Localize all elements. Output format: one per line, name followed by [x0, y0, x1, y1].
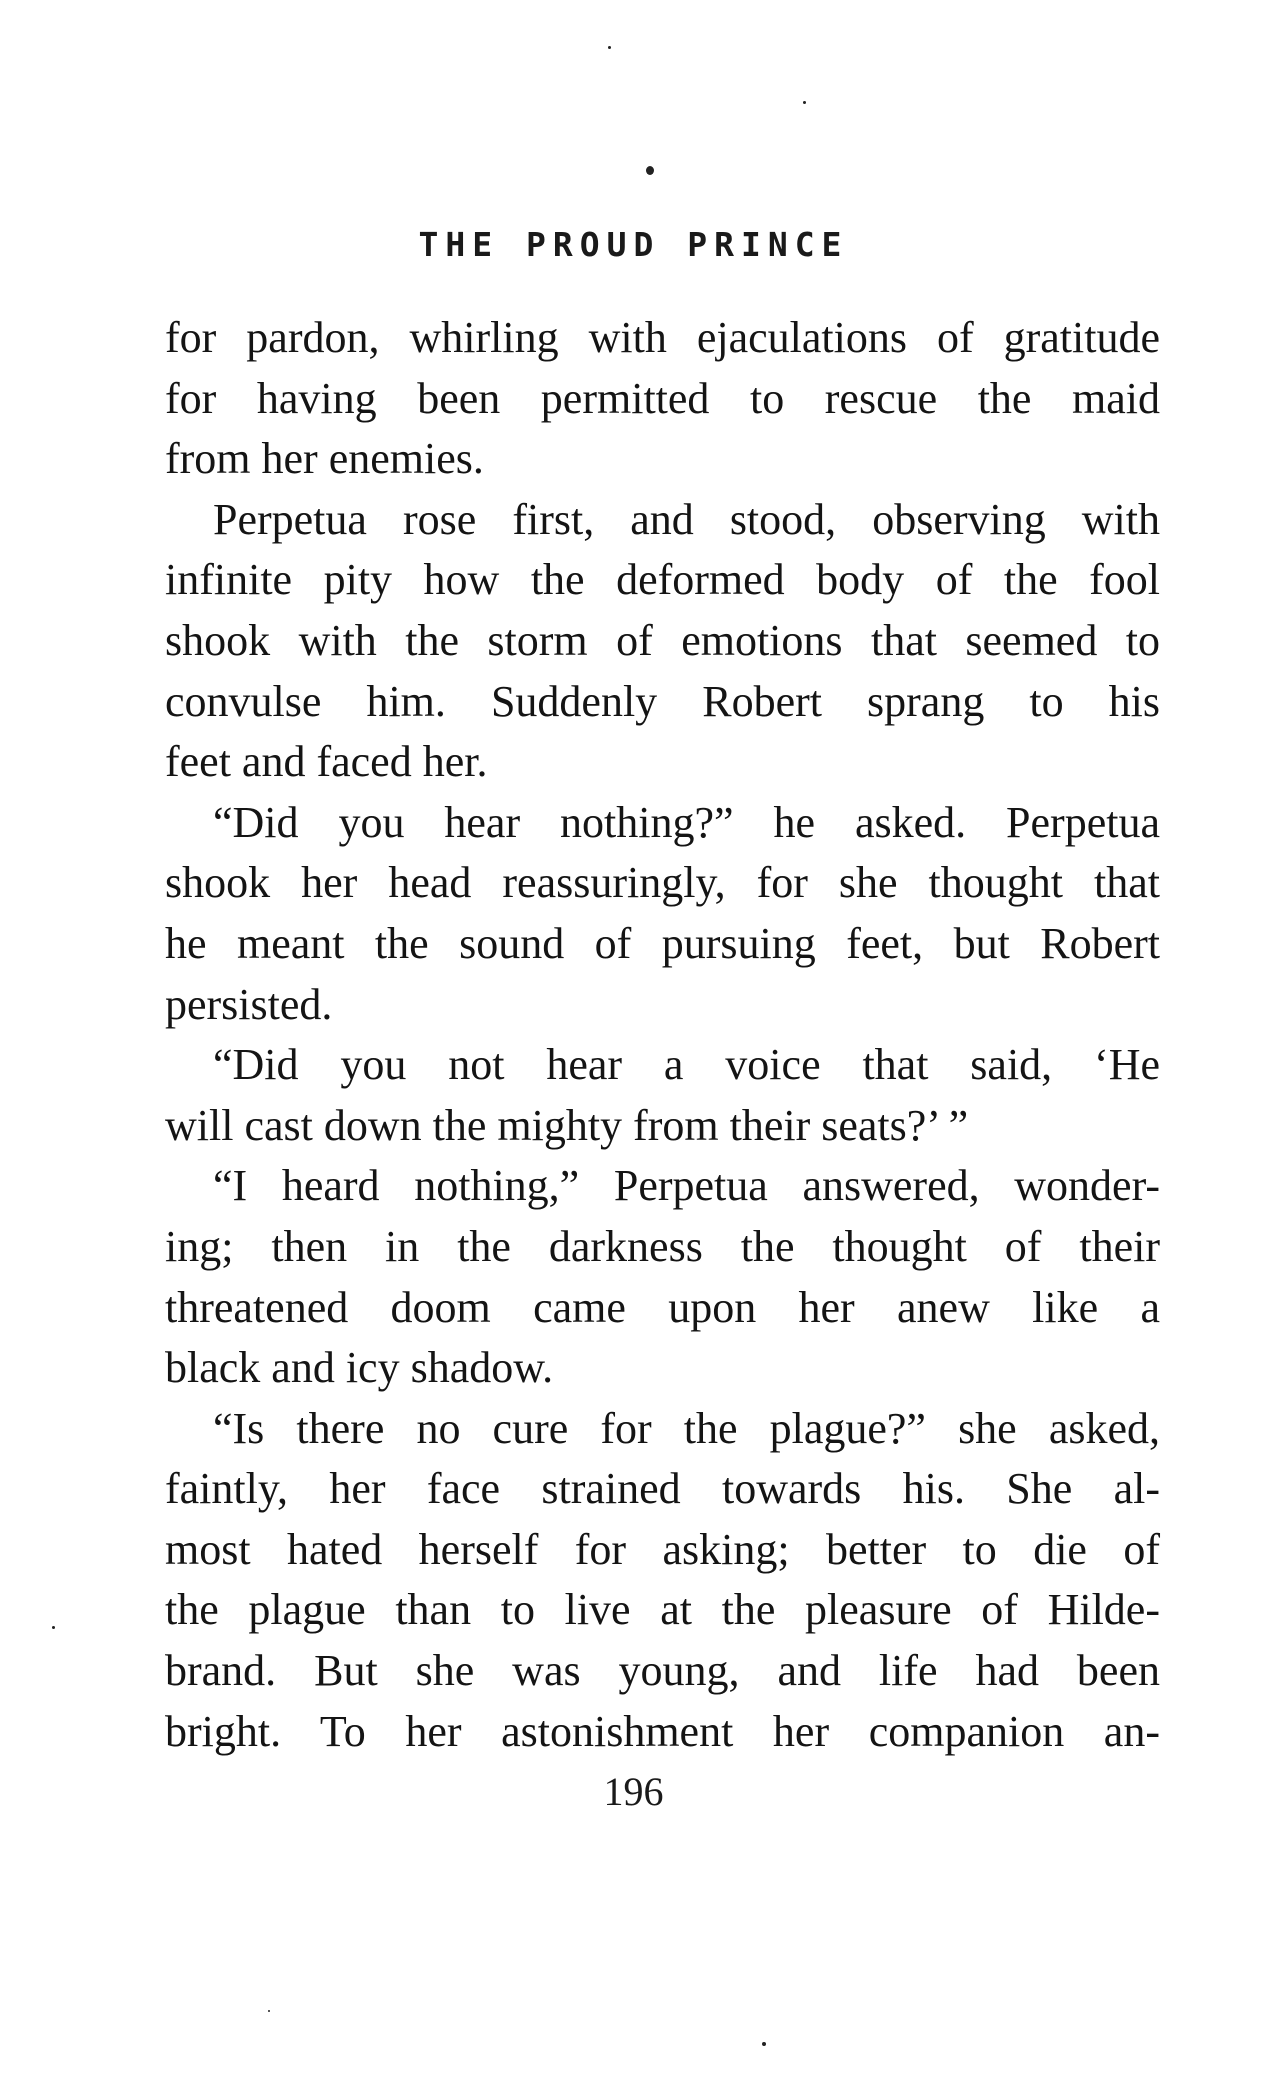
paragraph: [165, 490, 1160, 793]
text-line: will cast down the mighty from their seats?’ ”: [165, 1100, 969, 1150]
text-line: “Did you not hear a voice that said, ‘He: [213, 1040, 1160, 1090]
text-line: brand. But she was young, and life had been: [165, 1646, 1160, 1696]
text-line: most hated herself for asking; better to die of: [165, 1524, 1160, 1574]
text-line: Perpetua rose first, and stood, observing with: [213, 494, 1160, 544]
text-line: for having been permitted to rescue the maid: [165, 373, 1160, 423]
paragraph: [165, 308, 1160, 490]
text-line: faintly, her face strained towards his. She al-: [165, 1464, 1160, 1514]
text-line: ing; then in the darkness the thought of their: [165, 1221, 1160, 1271]
text-line: infinite pity how the deformed body of the fool: [165, 555, 1160, 605]
text-line: “I heard nothing,” Perpetua answered, wonder-: [213, 1161, 1160, 1211]
paragraph: [165, 1399, 1160, 1763]
scan-speck: [608, 46, 611, 49]
text-line: persisted.: [165, 979, 333, 1029]
paragraph: [165, 1156, 1160, 1398]
text-line: feet and faced her.: [165, 737, 488, 787]
text-line: the plague than to live at the pleasure of Hilde-: [165, 1585, 1160, 1635]
text-line: threatened doom came upon her anew like a: [165, 1282, 1160, 1332]
running-head: THE PROUD PRINCE: [418, 225, 849, 264]
paragraph: [165, 1035, 1160, 1156]
text-line: for pardon, whirling with ejaculations of gratitude: [165, 313, 1160, 362]
body-text: [165, 308, 1160, 1762]
text-line: shook with the storm of emotions that seemed to: [165, 615, 1160, 665]
text-line: “Is there no cure for the plague?” she asked,: [213, 1403, 1160, 1453]
text-line: bright. To her astonishment her companion an-: [165, 1706, 1160, 1756]
paragraph: [165, 793, 1160, 1035]
scan-speck: [268, 2010, 270, 2012]
text-line: “Did you hear nothing?” he asked. Perpetua: [213, 797, 1160, 847]
scan-speck: [646, 166, 654, 175]
text-line: convulse him. Suddenly Robert sprang to his: [165, 676, 1160, 726]
scan-speck: [803, 101, 806, 104]
page-number: 196: [603, 1769, 664, 1814]
scan-speck: [52, 1626, 55, 1629]
text-line: from her enemies.: [165, 434, 484, 484]
scan-speck: [762, 2042, 766, 2046]
text-line: he meant the sound of pursuing feet, but Robert: [165, 918, 1160, 968]
text-line: shook her head reassuringly, for she thought that: [165, 858, 1160, 908]
text-line: black and icy shadow.: [165, 1343, 554, 1393]
